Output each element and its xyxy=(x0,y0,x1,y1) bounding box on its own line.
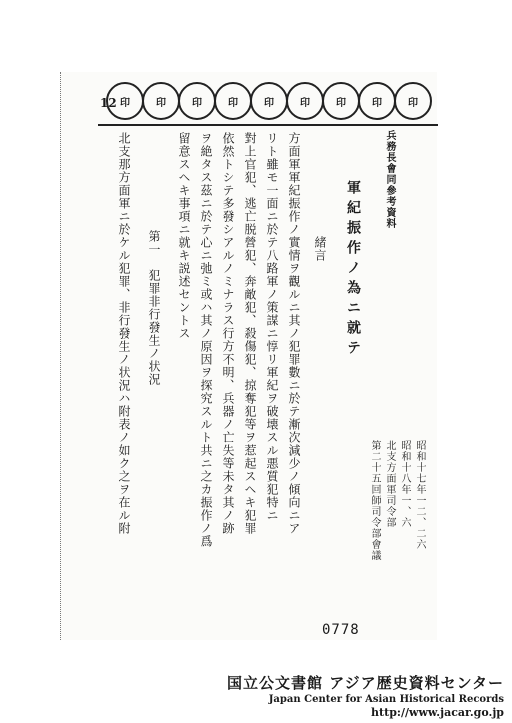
date-line: 昭和十七年一二、二六 xyxy=(414,440,425,550)
section-text: 北支那方面軍ニ於ケル犯罪、非行發生ノ状況ハ附表ノ如ク之ヲ在ル附 xyxy=(117,132,131,535)
seal-stamp: 印 xyxy=(250,82,288,120)
seal-stamp: 印 xyxy=(106,82,144,120)
seal-stamp: 印 xyxy=(286,82,324,120)
sheet-number: 12 xyxy=(100,96,117,110)
issuer-line: 第二十五回師司令部會議 xyxy=(369,440,380,561)
seal-stamp: 印 xyxy=(214,82,252,120)
seal-stamp: 印 xyxy=(178,82,216,120)
body-line: リト雖モ一面ニ於テ八路軍ノ策謀ニ惇リ軍紀ヲ破壊スル悪質犯特ニ xyxy=(265,132,279,522)
seal-stamp: 印 xyxy=(358,82,396,120)
document-subtitle: 緒言 xyxy=(313,236,327,262)
page-number: 0778 xyxy=(322,622,360,638)
footer-org-en: Japan Center for Asian Historical Records xyxy=(268,694,504,705)
body-line: 方面軍軍紀振作ノ實情ヲ觀ルニ其ノ犯罪數ニ於テ漸次減少ノ傾向ニア xyxy=(287,132,301,535)
stamp-row xyxy=(98,80,438,126)
seal-stamp: 印 xyxy=(322,82,360,120)
document-label: 兵務長會同參考資料 xyxy=(384,130,395,229)
body-line: 留意スヘキ事項ニ就キ説述セントス xyxy=(177,132,191,340)
footer-org-jp: 国立公文書館 アジア歴史資料センター xyxy=(226,674,504,692)
seal-stamp: 印 xyxy=(394,82,432,120)
seal-stamp: 印 xyxy=(142,82,180,120)
footer-url[interactable]: http://www.jacar.go.jp xyxy=(371,706,504,719)
body-line: ヲ絶タス茲ニ於テ心ニ弛ミ或ハ其ノ原因ヲ探究スルト共ニ之カ振作ノ爲 xyxy=(199,132,213,548)
document-title: 軍紀振作ノ為ニ就テ xyxy=(345,180,361,360)
section-heading: 第一 犯罪非行發生ノ状況 xyxy=(147,230,161,386)
issuer-line: 北支方面軍司令部 xyxy=(384,440,395,528)
footer xyxy=(174,672,504,719)
body-line: 依然トシテ多發シアルノミナラス行方不明、兵器ノ亡失等未タ其ノ跡 xyxy=(221,132,235,535)
body-line: 對上官犯、逃亡脱營犯、奔敵犯、殺傷犯、掠奪犯等ヲ惹起スヘキ犯罪 xyxy=(243,132,257,535)
date-line: 昭和十八年一、六 xyxy=(399,440,410,528)
